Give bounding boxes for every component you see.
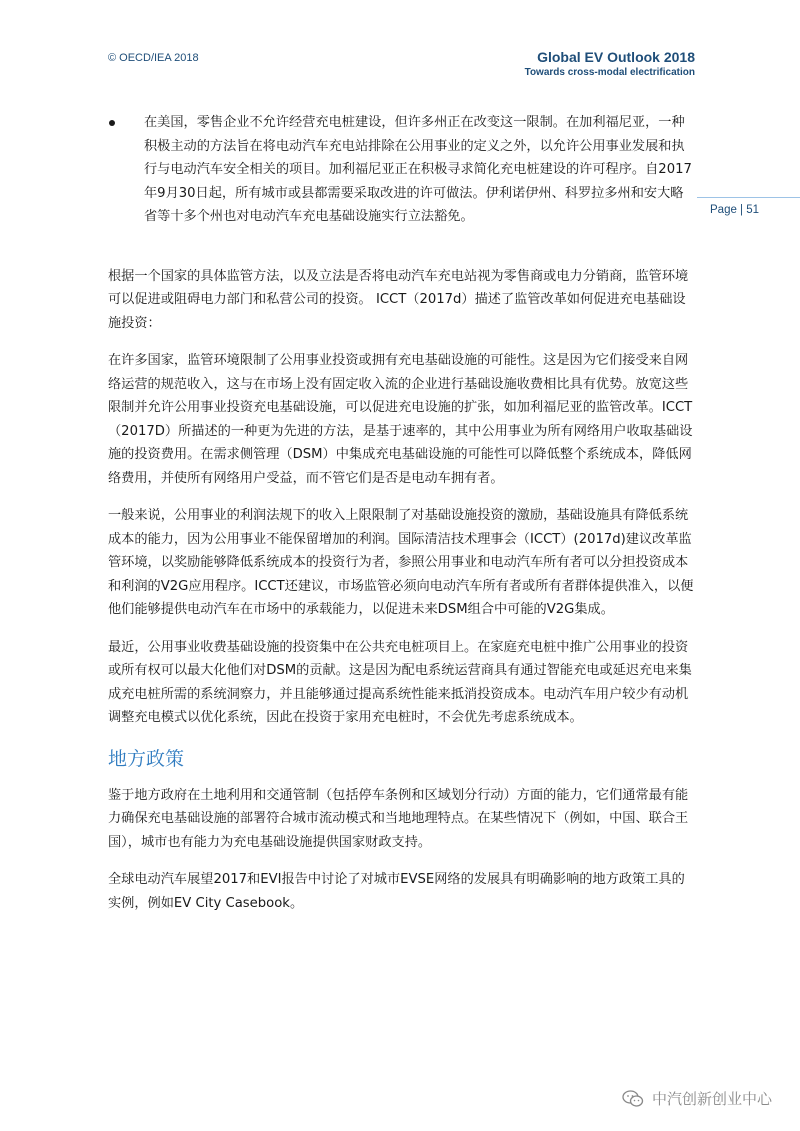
header-copyright: © OECD/IEA 2018 — [108, 52, 199, 64]
bullet-dot-icon — [109, 120, 115, 126]
watermark-text: 中汽创新创业中心 — [651, 1090, 772, 1108]
body-paragraph: 在许多国家，监管环境限制了公用事业投资或拥有充电基础设施的可能性。这是因为它们接受来自网络运营的规范收入，这与在市场上没有固定收入流的企业进行基础设施收费相比具有优势。放宽这些限制并允许公用事业投资充电基础设施，可以促进充电设施的扩张，如加利福尼亚的监管改革。ICCT（2017D）所描述的一种更为先进的方法，是基于速率的，其中公用事业为所有网络用户收取基础设施的投资费用。在需求侧管理（DSM）中集成充电基础设施的可能性可以降低整个系统成本，降低网络费用，并使所有网络用户受益，而不管它们是否是电动车拥有者。 — [108, 353, 693, 486]
page-content — [108, 111, 694, 929]
body-paragraph: 一般来说，公用事业的利润法规下的收入上限限制了对基础设施投资的激励，基础设施具有降低系统成本的能力，因为公用事业不能保留增加的利润。国际清洁技术理事会（ICCT）(2017d)建议改革监管环境，以奖励能够降低系统成本的投资行为者，参照公用事业和电动汽车所有者可以分担投资成本和利润的V2G应用程序。ICCT还建议，市场监管必须向电动汽车所有者或所有者群体提供准入，以便他们能够提供电动汽车在市场中的承载能力，以促进未来DSM组合中可能的V2G集成。 — [108, 508, 694, 617]
section-paragraph: 鉴于地方政府在土地利用和交通管制（包括停车条例和区域划分行动）方面的能力，它们通常最有能力确保充电基础设施的部署符合城市流动模式和当地地理特点。在某些情况下（例如，中国、联合王国），城市也有能力为充电基础设施提供国家财政支持。 — [108, 787, 689, 850]
report-title: Global EV Outlook 2018 — [537, 49, 695, 65]
watermark — [622, 1088, 772, 1109]
body-paragraph: 根据一个国家的具体监管方法，以及立法是否将电动汽车充电站视为零售商或电力分销商，监管环境可以促进或阻碍电力部门和私营公司的投资。 ICCT（2017d）描述了监管改革如何促进充电基础设施投资： — [108, 268, 689, 331]
bullet-text: 在美国，零售企业不允许经营充电桩建设，但许多州正在改变这一限制。在加利福尼亚，一种积极主动的方法旨在将电动汽车充电站排除在公用事业的定义之外，以允许公用事业发展和执行与电动汽车安全相关的项目。加利福尼亚正在积极寻求简化充电桩建设的许可程序。自2017年9月30日起，所有城市或县都需要采取改进的许可做法。伊利诺伊州、科罗拉多州和安大略省等十多个州也对电动汽车充电基础设施实行立法豁免。 — [144, 115, 692, 224]
header-block — [525, 49, 695, 78]
page-number: Page | 51 — [710, 204, 760, 216]
body-paragraph: 最近，公用事业收费基础设施的投资集中在公共充电桩项目上。在家庭充电桩中推广公用事业的投资或所有权可以最大化他们对DSM的贡献。这是因为配电系统运营商具有通过智能充电或延迟充电来集成充电桩所需的系统洞察力，并且能够通过提高系统性能来抵消投资成本。电动汽车用户较少有动机调整充电模式以优化系统，因此在投资于家用充电桩时，不会优先考虑系统成本。 — [108, 639, 692, 725]
report-subtitle: Towards cross-modal electrification — [524, 67, 695, 78]
section-heading: 地方政策 — [108, 747, 185, 770]
section-paragraph: 全球电动汽车展望2017和EVI报告中讨论了对城市EVSE网络的发展具有明确影响的地方政策工具的实例，例如EV City Casebook。 — [108, 872, 685, 911]
bullet-item — [108, 111, 694, 229]
wechat-icon — [622, 1090, 644, 1108]
page-rule — [697, 197, 800, 198]
